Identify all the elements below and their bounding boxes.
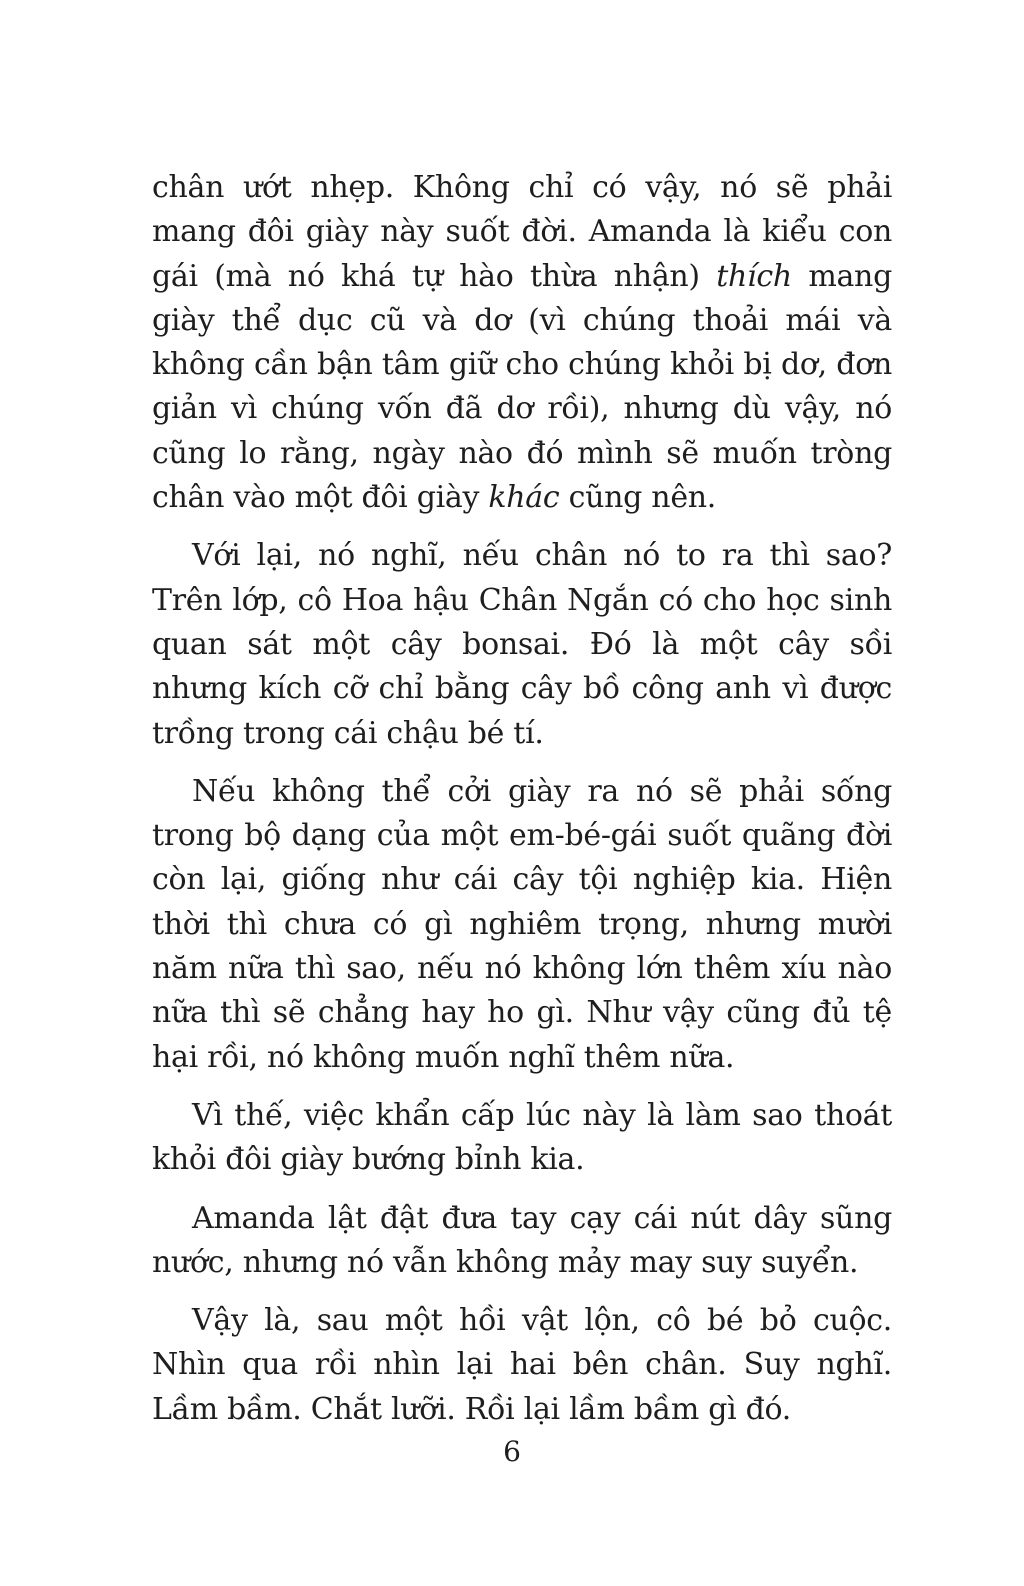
page-number: 6: [503, 1435, 521, 1468]
text-segment: cũng nên.: [559, 480, 717, 516]
text-segment: chân ướt nhẹp. Không chỉ có vậy, nó sẽ phải mang đôi giày này suốt đời. Amanda là kiểu con gái (mà nó khá tự hào thừa nhận): [152, 170, 892, 294]
italic-text: khác: [488, 480, 560, 516]
text-segment: Vì thế, việc khẩn cấp lúc này là làm sao thoát khỏi đôi giày bướng bỉnh kia.: [152, 1097, 892, 1178]
text-segment: Với lại, nó nghĩ, nếu chân nó to ra thì sao? Trên lớp, cô Hoa hậu Chân Ngắn có cho học sinh quan sát một cây bonsai. Đó là một cây sồi nhưng kích cỡ chỉ bằng cây bồ công anh vì được trồng trong cái chậu bé tí.: [152, 538, 892, 751]
italic-text: thích: [716, 258, 792, 294]
text-segment: Amanda lật đật đưa tay cạy cái nút dây sũng nước, nhưng nó vẫn không mảy may suy suyển.: [152, 1200, 892, 1280]
body-text: [152, 166, 892, 1446]
paragraph: [152, 166, 892, 520]
paragraph: [152, 1197, 892, 1286]
paragraph: [152, 1094, 892, 1183]
text-segment: mang giày thể dục cũ và dơ (vì chúng thoải mái và không cần bận tâm giữ cho chúng khỏi bị dơ, đơn giản vì chúng vốn đã dơ rồi), nhưng dù vậy, nó cũng lo rằng, ngày nào đó mình sẽ muốn tròng chân vào một đôi giày: [152, 258, 892, 516]
paragraph: [152, 770, 892, 1080]
text-segment: Nếu không thể cởi giày ra nó sẽ phải sống trong bộ dạng của một em-bé-gái suốt quãng đời còn lại, giống như cái cây tội nghiệp kia. Hiện thời thì chưa có gì nghiêm trọng, nhưng mười năm nữa thì sao, nếu nó không lớn thêm xíu nào nữa thì sẽ chẳng hay ho gì. Như vậy cũng đủ tệ hại rồi, nó không muốn nghĩ thêm nữa.: [152, 773, 892, 1075]
text-segment: Vậy là, sau một hồi vật lộn, cô bé bỏ cuộc. Nhìn qua rồi nhìn lại hai bên chân. Suy nghĩ. Lầm bầm. Chắt lưỡi. Rồi lại lầm bầm gì đó.: [152, 1303, 892, 1427]
paragraph: [152, 534, 892, 755]
paragraph: [152, 1299, 892, 1432]
